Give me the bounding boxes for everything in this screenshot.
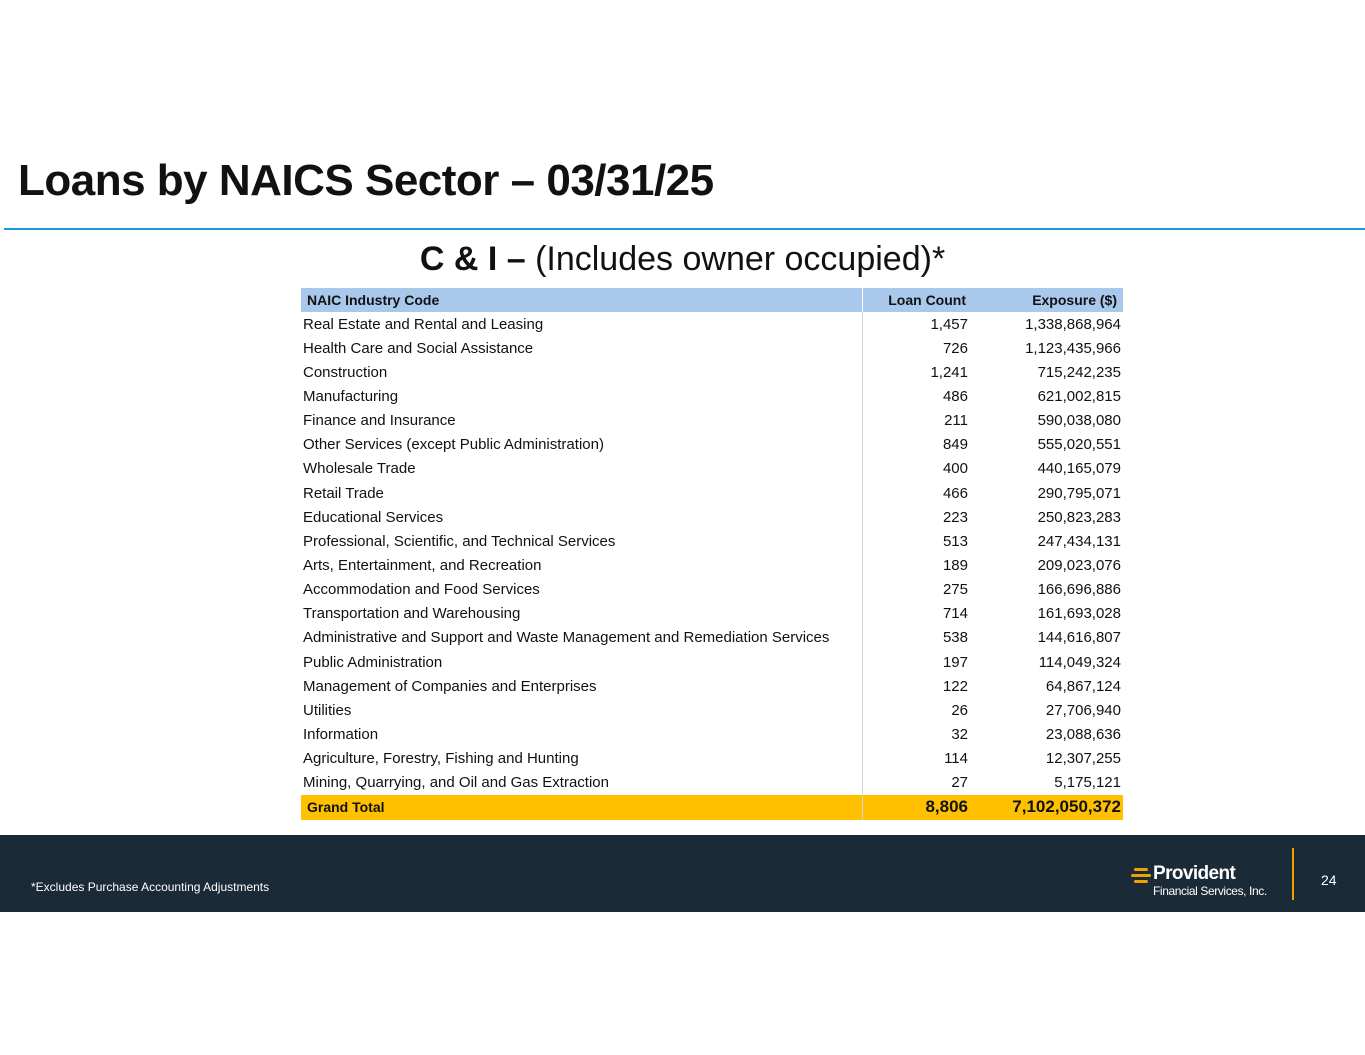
row-loan-count: 849 — [863, 433, 977, 457]
table-row — [301, 698, 1123, 722]
table-row — [301, 409, 1123, 433]
table-row — [301, 505, 1123, 529]
provident-logo-icon — [1131, 867, 1151, 885]
row-industry: Mining, Quarrying, and Oil and Gas Extraction — [303, 774, 609, 792]
row-exposure: 621,002,815 — [1037, 387, 1121, 405]
row-exposure: 1,123,435,966 — [1025, 339, 1121, 357]
footer-divider — [1292, 848, 1294, 900]
row-exposure: 715,242,235 — [1037, 363, 1121, 381]
row-industry: Utilities — [303, 701, 352, 719]
table-subtitle — [0, 240, 1365, 279]
header-exposure: Exposure ($) — [976, 288, 1123, 312]
row-exposure: 555,020,551 — [1037, 436, 1121, 454]
row-industry: Educational Services — [303, 508, 444, 526]
row-loan-count: 223 — [863, 505, 977, 529]
table-row — [301, 602, 1123, 626]
row-industry: Manufacturing — [303, 387, 399, 405]
header-industry: NAIC Industry Code — [301, 288, 863, 312]
row-loan-count: 1,241 — [863, 360, 977, 384]
row-loan-count: 714 — [863, 602, 977, 626]
grand-total-row — [301, 795, 1123, 820]
row-industry: Finance and Insurance — [303, 412, 456, 430]
footer-bar — [0, 835, 1365, 912]
table-row — [301, 578, 1123, 602]
row-industry: Construction — [303, 363, 388, 381]
row-industry: Information — [303, 725, 379, 743]
row-loan-count: 1,457 — [863, 312, 977, 336]
logo-name: Provident — [1153, 863, 1236, 884]
row-industry: Administrative and Support and Waste Management and Remediation Services — [303, 629, 830, 647]
row-loan-count: 27 — [863, 771, 977, 795]
row-industry: Real Estate and Rental and Leasing — [303, 315, 544, 333]
row-industry: Other Services (except Public Administration) — [303, 436, 604, 454]
table-row — [301, 384, 1123, 408]
title-divider — [4, 228, 1365, 230]
table-row — [301, 312, 1123, 336]
row-industry: Accommodation and Food Services — [303, 581, 540, 599]
row-exposure: 114,049,324 — [1038, 653, 1121, 671]
subtitle-bold: C & I – — [419, 240, 526, 278]
table-row — [301, 747, 1123, 771]
table-row — [301, 674, 1123, 698]
row-loan-count: 538 — [863, 626, 977, 650]
row-loan-count: 114 — [863, 747, 977, 771]
row-loan-count: 486 — [863, 384, 977, 408]
page-number: 24 — [1321, 872, 1337, 888]
row-industry: Professional, Scientific, and Technical Services — [303, 532, 616, 550]
row-exposure: 209,023,076 — [1037, 556, 1121, 574]
total-label: Grand Total — [301, 795, 863, 820]
row-exposure: 161,693,028 — [1037, 605, 1121, 623]
table-body — [301, 312, 1123, 795]
row-loan-count: 122 — [863, 674, 977, 698]
table-row — [301, 529, 1123, 553]
table-row — [301, 360, 1123, 384]
row-industry: Arts, Entertainment, and Recreation — [303, 556, 542, 574]
row-exposure: 23,088,636 — [1045, 725, 1121, 743]
header-loan-count: Loan Count — [863, 288, 977, 312]
row-exposure: 247,434,131 — [1037, 532, 1121, 550]
table-row — [301, 771, 1123, 795]
table-row — [301, 457, 1123, 481]
footnote: *Excludes Purchase Accounting Adjustments — [31, 880, 270, 894]
row-exposure: 250,823,283 — [1037, 508, 1121, 526]
loans-by-sector-table — [301, 288, 1123, 820]
subtitle-rest: (Includes owner occupied)* — [525, 240, 946, 278]
row-exposure: 290,795,071 — [1037, 484, 1121, 502]
row-exposure: 12,307,255 — [1045, 750, 1121, 768]
row-industry: Public Administration — [303, 653, 443, 671]
table-row — [301, 336, 1123, 360]
table-row — [301, 433, 1123, 457]
table-row — [301, 626, 1123, 650]
row-exposure: 1,338,868,964 — [1025, 315, 1121, 333]
row-industry: Transportation and Warehousing — [303, 605, 521, 623]
row-loan-count: 726 — [863, 336, 977, 360]
row-industry: Management of Companies and Enterprises — [303, 677, 597, 695]
row-exposure: 166,696,886 — [1037, 581, 1121, 599]
table-row — [301, 650, 1123, 674]
total-loan-count: 8,806 — [863, 795, 977, 820]
row-loan-count: 197 — [863, 650, 977, 674]
row-loan-count: 189 — [863, 553, 977, 577]
table-row — [301, 553, 1123, 577]
row-exposure: 5,175,121 — [1054, 774, 1121, 792]
row-industry: Retail Trade — [303, 484, 384, 502]
row-exposure: 590,038,080 — [1037, 412, 1121, 430]
row-loan-count: 400 — [863, 457, 977, 481]
table-header-row — [301, 288, 1123, 312]
logo-subtitle: Financial Services, Inc. — [1153, 884, 1267, 898]
page-title: Loans by NAICS Sector – 03/31/25 — [18, 156, 714, 205]
table-row — [301, 722, 1123, 746]
row-industry: Agriculture, Forestry, Fishing and Hunting — [303, 750, 579, 768]
row-industry: Health Care and Social Assistance — [303, 339, 534, 357]
row-loan-count: 466 — [863, 481, 977, 505]
row-loan-count: 26 — [863, 698, 977, 722]
row-loan-count: 275 — [863, 578, 977, 602]
table-row — [301, 481, 1123, 505]
row-industry: Wholesale Trade — [303, 460, 416, 478]
row-exposure: 64,867,124 — [1045, 677, 1121, 695]
row-exposure: 27,706,940 — [1045, 701, 1121, 719]
total-exposure: 7,102,050,372 — [976, 795, 1123, 820]
row-loan-count: 211 — [863, 409, 977, 433]
row-loan-count: 513 — [863, 529, 977, 553]
row-exposure: 144,616,807 — [1037, 629, 1121, 647]
row-loan-count: 32 — [863, 722, 977, 746]
row-exposure: 440,165,079 — [1037, 460, 1121, 478]
